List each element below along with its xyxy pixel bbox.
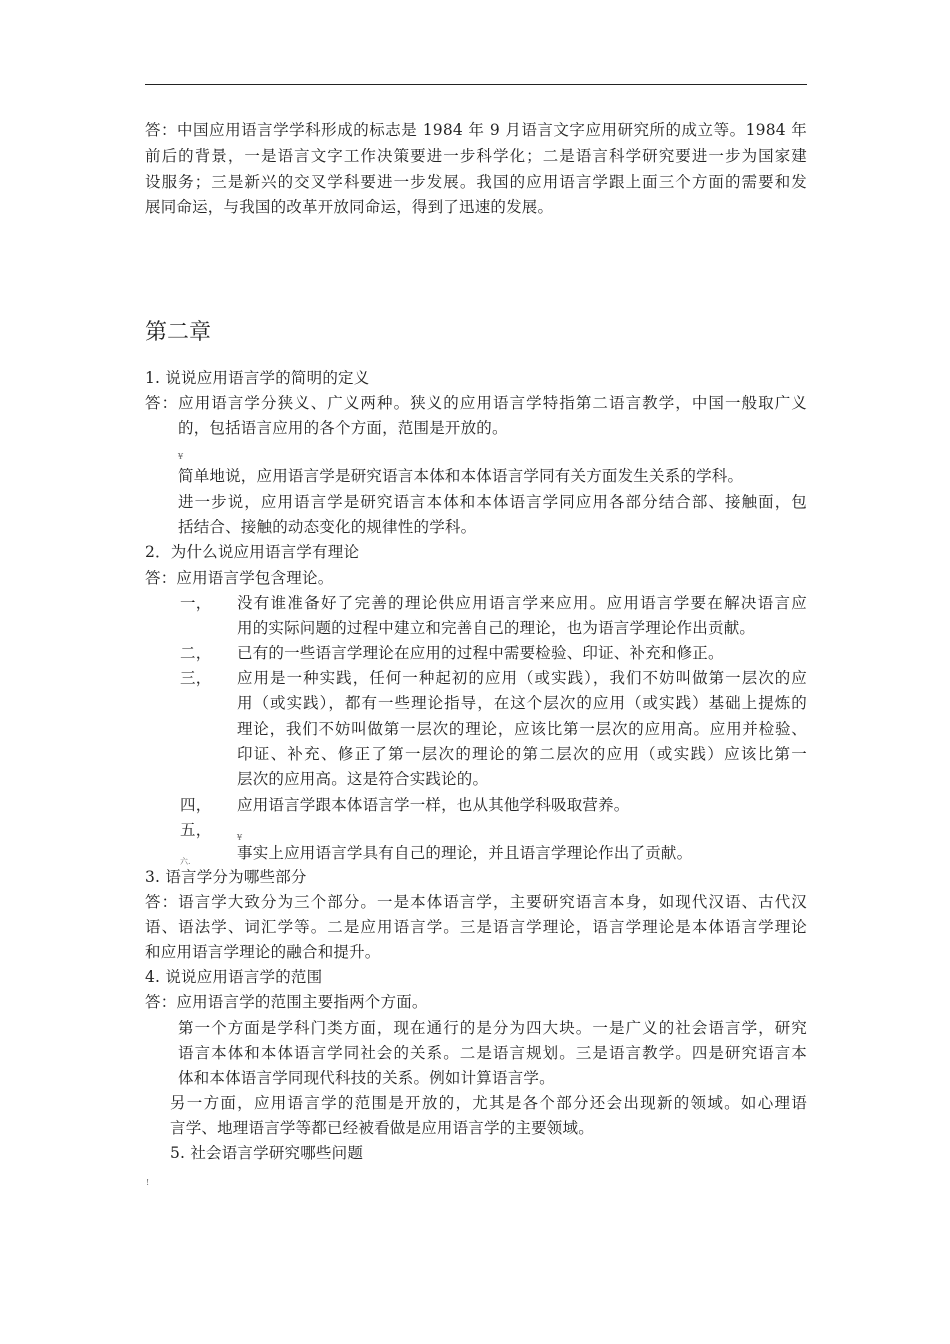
q5-title: 5. 社会语言学研究哪些问题 <box>170 1144 364 1162</box>
intro-line-4: 展同命运，与我国的改革开放同命运，得到了迅速的发展。 <box>145 198 554 216</box>
q1-answer-line-2: 的，包括语言应用的各个方面，范围是开放的。 <box>178 419 508 437</box>
intro-line-3: 设服务；三是新兴的交叉学科要进一步发展。我国的应用语言学跟上面三个方面的需要和发 <box>145 173 807 191</box>
q2-item-num-4: 四， <box>180 796 212 814</box>
q2-item-1-line-1: 没有谁准备好了完善的理论供应用语言学来应用。应用语言学要在解决语言应 <box>237 594 807 612</box>
q4-para1-line-2: 语言本体和本体语言学同社会的关系。二是语言规划。三是语言教学。四是研究语言本 <box>178 1044 807 1062</box>
q2-mark-b: 六. <box>180 857 191 866</box>
q3-answer-line-3: 和应用语言学理论的融合和提升。 <box>145 943 381 961</box>
q2-item-3-line-4: 印证、补充、修正了第一层次的理论的第二层次的应用（或实践）应该比第一 <box>237 745 807 763</box>
q2-item-2-line-1: 已有的一些语言学理论在应用的过程中需要检验、印证、补充和修正。 <box>237 644 724 662</box>
q2-item-1-line-2: 用的实际问题的过程中建立和完善自己的理论，也为语言学理论作出贡献。 <box>237 619 756 637</box>
q2-item-num-5: 五， <box>180 821 212 839</box>
q2-item-num-2: 二， <box>180 644 212 662</box>
q1-further-line-1: 进一步说，应用语言学是研究语言本体和本体语言学同应用各部分结合部、接触面，包 <box>178 493 807 511</box>
footer-mark: ! <box>146 1178 150 1187</box>
q1-simple: 简单地说，应用语言学是研究语言本体和本体语言学同有关方面发生关系的学科。 <box>178 467 744 485</box>
q4-para2-line-2: 言学、地理语言学等都已经被看做是应用语言学的主要领域。 <box>170 1119 594 1137</box>
q1-title: 1. 说说应用语言学的简明的定义 <box>145 369 370 387</box>
q1-answer-line-1: 答：应用语言学分狭义、广义两种。狭义的应用语言学特指第二语言教学，中国一般取广义 <box>145 394 807 412</box>
q2-answer: 答：应用语言学包含理论。 <box>145 569 334 587</box>
q2-item-6: 事实上应用语言学具有自己的理论，并且语言学理论作出了贡献。 <box>237 844 693 862</box>
q2-item-4-line-1: 应用语言学跟本体语言学一样，也从其他学科吸取营养。 <box>237 796 630 814</box>
q1-mark: ¥ <box>178 452 184 461</box>
q2-item-num-1: 一， <box>180 594 212 612</box>
intro-line-2: 前后的背景，一是语言文字工作决策要进一步科学化；二是语言科学研究要进一步为国家建 <box>145 147 807 165</box>
q3-answer-line-2: 语、语法学、词汇学等。二是应用语言学。三是语言学理论，语言学理论是本体语言学理论 <box>145 918 807 936</box>
q2-item-3-line-2: 用（或实践），都有一些理论指导，在这个层次的应用（或实践）基础上提炼的 <box>237 694 807 712</box>
q2-item-3-line-3: 理论，我们不妨叫做第一层次的理论，应该比第一层次的应用高。应用并检验、 <box>237 720 807 738</box>
q2-item-3-line-1: 应用是一种实践，任何一种起初的应用（或实践），我们不妨叫做第一层次的应 <box>237 669 807 687</box>
q4-para2-line-1: 另一方面，应用语言学的范围是开放的，尤其是各个部分还会出现新的领域。如心理语 <box>170 1094 807 1112</box>
q2-item-3-line-5: 层次的应用高。这是符合实践论的。 <box>237 770 489 788</box>
q2-mark-a: ¥ <box>237 833 243 842</box>
q3-title: 3. 语言学分为哪些部分 <box>145 868 307 886</box>
q3-answer-line-1: 答：语言学大致分为三个部分。一是本体语言学，主要研究语言本身，如现代汉语、古代汉 <box>145 893 807 911</box>
q2-title: 2．为什么说应用语言学有理论 <box>145 543 360 561</box>
q1-further-line-2: 括结合、接触的动态变化的规律性的学科。 <box>178 518 477 536</box>
header-rule <box>145 84 807 85</box>
q4-para1-line-3: 体和本体语言学同现代科技的关系。例如计算语言学。 <box>178 1069 555 1087</box>
intro-line-1: 答：中国应用语言学学科形成的标志是 1984 年 9 月语言文字应用研究所的成立等。1984 年 <box>145 121 807 139</box>
q4-para1-line-1: 第一个方面是学科门类方面，现在通行的是分为四大块。一是广义的社会语言学，研究 <box>178 1019 807 1037</box>
q2-item-num-3: 三， <box>180 669 212 687</box>
q4-title: 4. 说说应用语言学的范围 <box>145 968 323 986</box>
q4-answer: 答：应用语言学的范围主要指两个方面。 <box>145 993 428 1011</box>
chapter-title: 第二章 <box>145 320 212 345</box>
